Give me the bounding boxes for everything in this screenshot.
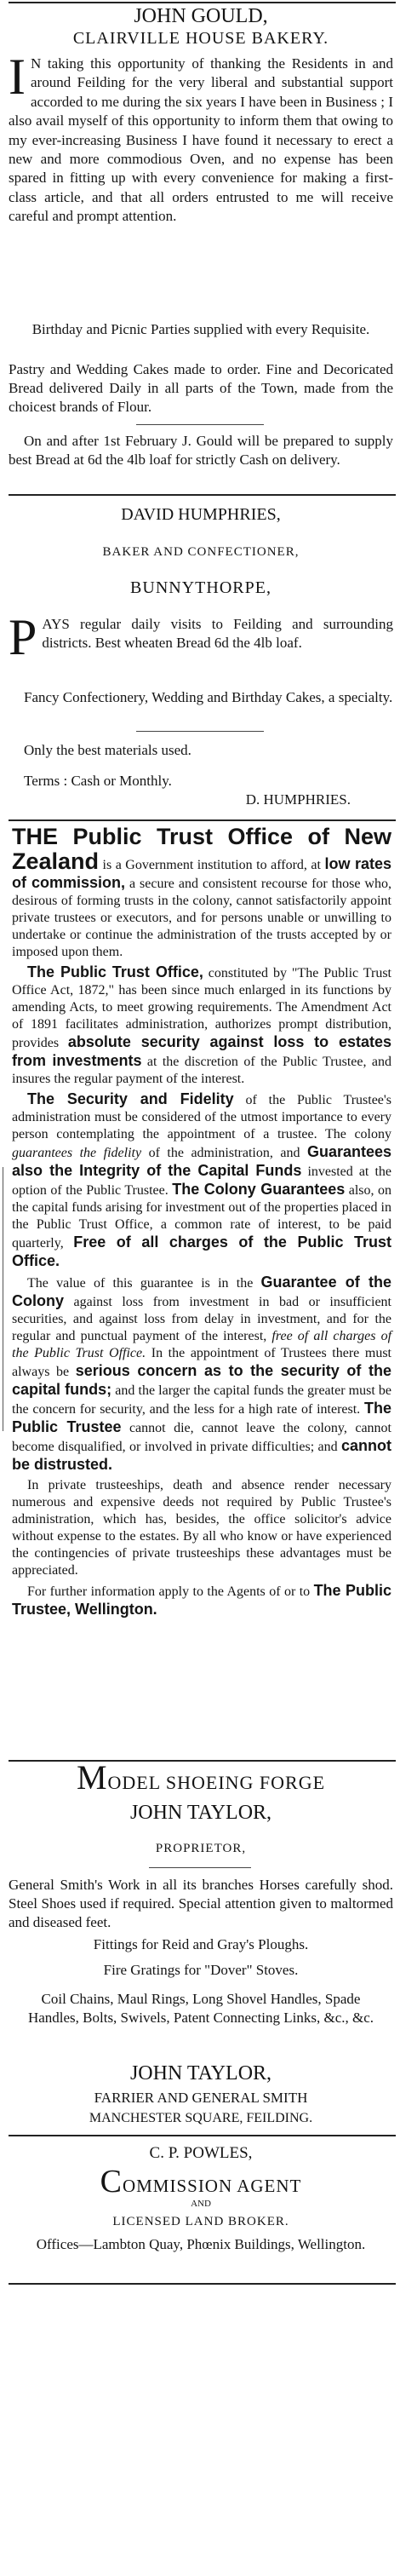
powles-name: C. P. POWLES, — [149, 2144, 253, 2162]
pt-p3-text-f: also, on the capital funds arising for investment out of the properties placed in the Public Trust Office, a common rate of interest, to be paid quarterly, — [12, 1183, 392, 1251]
public-trust-ad — [12, 825, 391, 1619]
divider-5 — [9, 2283, 396, 2285]
powles-offices: Offices—Lambton Quay, Phœnix Buildings, Wellington. — [36, 2236, 366, 2252]
taylor-divider — [149, 1867, 251, 1868]
taylor-body2: Coil Chains, Maul Rings, Long Shovel Handles, Spade Handles, Bolts, Swivels, Patent Connecting Links, &c., &c. — [27, 1991, 374, 2026]
humphries-name: DAVID HUMPHRIES, — [121, 505, 281, 524]
powles-and: AND — [191, 2199, 211, 2209]
pt-p3-free-of-charges: Free of all charges of the Public Trust Office. — [12, 1233, 392, 1269]
pt-p4-text-h: cannot die, cannot leave the colony, cannot become disqualified, or involved in private difficulties; and — [12, 1421, 391, 1454]
pt-p1-text-c: a secure and consistent recourse for those who, desirous of forming trusts in the colony, cannot satisfactorily appoint private trustees or executors, and for persons unable or unwilling to undertake or continue the administration of the trusts accepted by or imposed upon them. — [12, 877, 391, 959]
pt-p3-head: The Security and Fidelity — [27, 1090, 234, 1107]
pt-para-6 — [12, 1582, 391, 1619]
gould-name: JOHN GOULD, — [134, 5, 268, 27]
powles-title: OMMISSION AGENT — [122, 2176, 302, 2196]
gould-body1-block — [9, 49, 393, 227]
pt-p4-text-f: and the larger the capital funds the greater must be the concern for security, and the less for a high rate of interest. — [12, 1383, 391, 1417]
pt-para-4 — [12, 1274, 391, 1475]
taylor-fittings: Fittings for Reid and Gray's Ploughs. — [93, 1936, 309, 1952]
gould-pastry: Pastry and Wedding Cakes made to order. Fine and Decoricated Bread delivered Daily in all parts of the Town, made from the choicest brands of Flour. — [9, 361, 393, 415]
pt-p4-text-d: In the appointment of Trustees there must always be — [12, 1346, 391, 1379]
pt-p1-text-a: is a Government institution to afford, at — [99, 858, 325, 872]
divider-3 — [9, 1760, 396, 1762]
taylor-title-block — [9, 1758, 393, 1797]
pt-p6-public-trustee: The Public Trustee, Wellington. — [12, 1582, 391, 1618]
humphries-dropcap: P — [9, 609, 37, 665]
humphries-materials: Only the best materials used. — [24, 742, 191, 758]
gould-dropcap: I — [9, 49, 26, 105]
taylor-trade: FARRIER AND GENERAL SMITH — [94, 2090, 308, 2106]
humphries-divider — [136, 731, 264, 732]
pt-para-3 — [12, 1090, 391, 1271]
powles-role: LICENSED LAND BROKER. — [112, 2215, 289, 2228]
gould-body2: On and after 1st February J. Gould will be prepared to supply best Bread at 6d the 4lb loaf for strictly Cash on delivery. — [9, 433, 393, 468]
taylor-name2: JOHN TAYLOR, — [129, 2062, 272, 2084]
humphries-place: BUNNYTHORPE, — [130, 578, 271, 597]
taylor-address: MANCHESTER SQUARE, FEILDING. — [89, 2111, 313, 2125]
gould-body1: N taking this opportunity of thanking the Residents in and around Feilding for the very liberal and substantial support accorded to me during the six years I have been in Business ; I also avail myself of this opportunity to inform them that owing to my ever-increasing Business I have found it necessary to erect a new and more commodious Oven, and no expense has been spared in fitting up with every convenience for making a first-class article, and that all orders entrusted to me will receive careful and prompt attention. — [9, 55, 393, 225]
column-top-rule — [9, 2, 396, 3]
pt-p4-public-trustee: The Public Trustee — [12, 1400, 391, 1435]
pt-para-1 — [12, 825, 391, 961]
pt-para-2 — [12, 963, 391, 1088]
pt-p2-absolute-security: absolute security against loss to estates from investments — [12, 1033, 391, 1069]
pt-p4-text-a: The value of this guarantee is in the — [27, 1276, 261, 1291]
humphries-body1: AYS regular daily visits to Feilding and surrounding districts. Best wheaten Bread 6d the 4lb loaf. — [42, 616, 393, 651]
taylor-dropcap: M — [76, 1758, 108, 1797]
pt-p3-text-b: of the administration, and — [141, 1146, 307, 1160]
pt-p3-colony-guarantees: The Colony Guarantees — [172, 1181, 346, 1198]
pt-p3-text-a: of the Public Trustee's administration must be considered of the utmost importance to every person contemplating the appointment of a trustee. The colony — [12, 1093, 392, 1141]
taylor-title: ODEL SHOEING FORGE — [107, 1772, 326, 1793]
pt-p4-free-italic: free of all charges of the Public Trust Office. — [12, 1329, 392, 1360]
gould-business: CLAIRVILLE HOUSE BAKERY. — [72, 29, 329, 48]
pt-p3-text-d: invested at the option of the Public Trustee. — [12, 1164, 391, 1198]
taylor-fire: Fire Gratings for "Dover" Stoves. — [103, 1962, 299, 1978]
divider-1 — [9, 494, 396, 496]
humphries-body2: Fancy Confectionery, Wedding and Birthday Cakes, a specialty. — [24, 689, 393, 705]
taylor-body1: General Smith's Work in all its branches Horses carefully shod. Steel Shoes used if required. Special attention given to maltormed and diseased feet. — [9, 1877, 393, 1930]
pt-p2-text-c: at the discretion of the Public Trustee, and insures the regular payment of the interest. — [12, 1055, 391, 1086]
pt-p2-head: The Public Trust Office, — [27, 963, 203, 980]
pt-p3-fidelity: guarantees the fidelity — [12, 1146, 142, 1160]
humphries-signature: D. HUMPHRIES. — [245, 791, 351, 808]
pt-p4-guarantee: Guarantee of the Colony — [12, 1274, 392, 1309]
gould-divider — [136, 424, 264, 425]
humphries-terms: Terms : Cash or Monthly. — [24, 773, 172, 789]
pt-p4-serious-concern: serious concern as to the security of the capital funds; — [12, 1362, 391, 1398]
pt-p1-low-rates: low rates of commission, — [12, 855, 391, 891]
pt-p2-text-a: constituted by "The Public Trust Office Act, 1872," has been since much enlarged in its functions by amending Acts, to meet growing requirements. The Amendment Act of 1891 facilitates administration, authorizes prompt distribution, provides — [12, 966, 391, 1050]
divider-4 — [9, 2135, 396, 2136]
divider-2 — [9, 819, 396, 821]
pt-para-5: In private trusteeships, death and absence render necessary numerous and expensive deeds not required by Public Trustee's administration, which has, besides, the office solicitor's advice without expense to the estates. By all who know or have experienced the contingencies of private trusteeships these advantages must be appreciated. — [12, 1478, 391, 1578]
taylor-name: JOHN TAYLOR, — [129, 1802, 272, 1824]
pt-p4-not-distrusted: cannot be distrusted. — [12, 1437, 391, 1473]
pt-p6-text-a: For further information apply to the Agents of or to — [27, 1584, 314, 1599]
humphries-body1-block — [9, 609, 393, 665]
humphries-trade: BAKER AND CONFECTIONER, — [102, 545, 300, 559]
powles-title-block — [9, 2164, 393, 2199]
pt-p3-integrity: Guarantees also the Integrity of the Capital Funds — [12, 1143, 392, 1179]
pt-p4-text-c: against loss from investment in bad or insufficient securities, and against loss from delay in investment, and for the regular and punctual payment of the interest, — [12, 1295, 391, 1343]
powles-dropcap: C — [100, 2164, 123, 2199]
pt-heading: THE Public Trust Office of New Zealand — [12, 824, 391, 874]
gould-birthday: Birthday and Picnic Parties supplied with every Requisite. — [31, 321, 370, 337]
taylor-role: PROPRIETOR, — [155, 1842, 247, 1855]
